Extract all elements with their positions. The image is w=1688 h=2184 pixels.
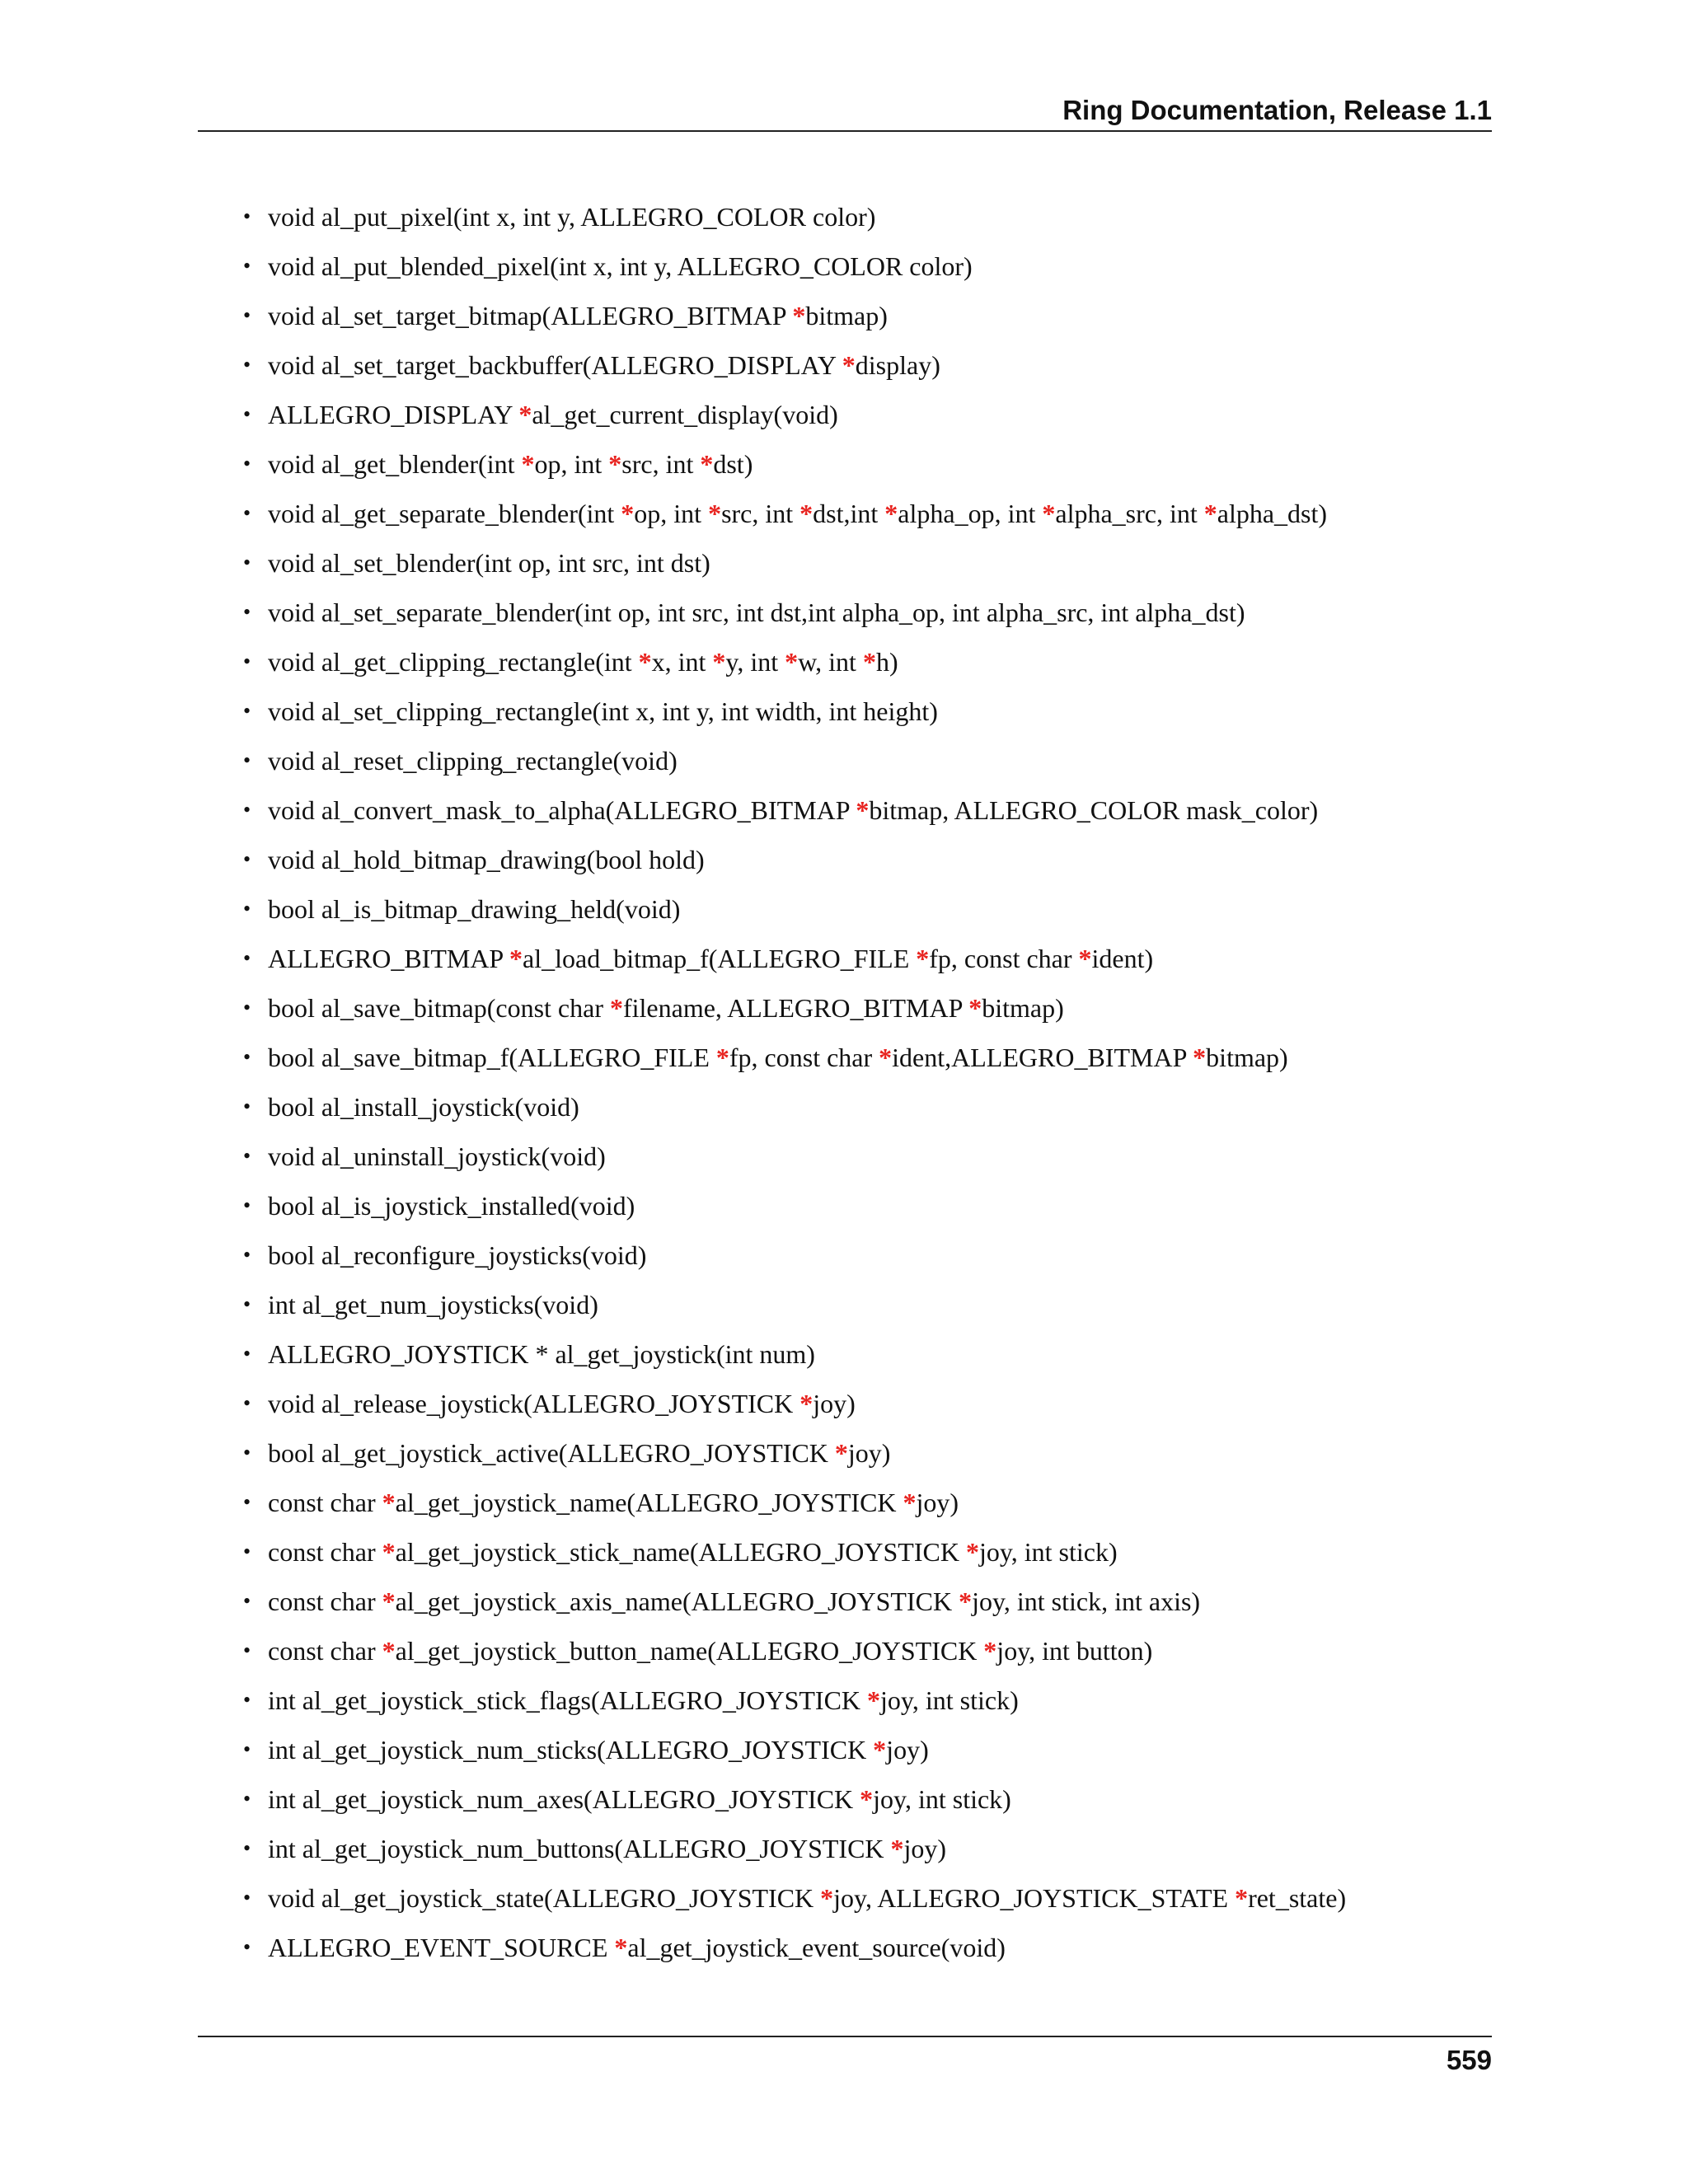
function-signature: void al_get_separate_blender(int *op, int *src, int *dst,int *alpha_op, int *alpha_src, int *alpha_dst) — [268, 499, 1328, 528]
list-item — [243, 247, 1496, 297]
list-item — [243, 396, 1496, 445]
function-signature: void al_put_blended_pixel(int x, int y, ALLEGRO_COLOR color) — [268, 251, 973, 281]
bullet-icon: • — [243, 1688, 251, 1712]
list-item — [243, 494, 1496, 544]
function-signature: void al_convert_mask_to_alpha(ALLEGRO_BITMAP *bitmap, ALLEGRO_COLOR mask_color) — [268, 795, 1319, 825]
list-item — [243, 1385, 1496, 1434]
function-signature: const char *al_get_joystick_button_name(ALLEGRO_JOYSTICK *joy, int button) — [268, 1636, 1153, 1666]
function-signature: bool al_install_joystick(void) — [268, 1092, 579, 1122]
function-signature: const char *al_get_joystick_name(ALLEGRO_JOYSTICK *joy) — [268, 1488, 959, 1517]
list-item — [243, 940, 1496, 989]
bullet-icon: • — [243, 1342, 251, 1366]
list-item — [243, 297, 1496, 346]
list-item — [243, 1681, 1496, 1731]
bullet-icon: • — [243, 1292, 251, 1316]
bullet-icon: • — [243, 1045, 251, 1069]
bullet-icon: • — [243, 798, 251, 822]
bullet-icon: • — [243, 402, 251, 426]
bullet-icon: • — [243, 1193, 251, 1217]
function-signature: void al_get_blender(int *op, int *src, int *dst) — [268, 449, 753, 479]
bullet-icon: • — [243, 501, 251, 525]
bullet-icon: • — [243, 1935, 251, 1959]
function-signature: bool al_save_bitmap_f(ALLEGRO_FILE *fp, const char *ident,ALLEGRO_BITMAP *bitmap) — [268, 1043, 1288, 1072]
list-item — [243, 1929, 1496, 1978]
bullet-icon: • — [243, 1540, 251, 1563]
bullet-icon: • — [243, 847, 251, 871]
bullet-icon: • — [243, 1094, 251, 1118]
function-signature: void al_release_joystick(ALLEGRO_JOYSTICK *joy) — [268, 1389, 856, 1418]
list-item — [243, 890, 1496, 940]
bullet-icon: • — [243, 1886, 251, 1910]
function-signature: ALLEGRO_BITMAP *al_load_bitmap_f(ALLEGRO_FILE *fp, const char *ident) — [268, 944, 1154, 973]
list-item — [243, 346, 1496, 396]
bullet-icon: • — [243, 303, 251, 327]
function-signature: ALLEGRO_JOYSTICK * al_get_joystick(int num) — [268, 1339, 815, 1369]
function-signature: void al_put_pixel(int x, int y, ALLEGRO_COLOR color) — [268, 202, 876, 232]
function-signature: void al_hold_bitmap_drawing(bool hold) — [268, 845, 705, 874]
function-signature: int al_get_num_joysticks(void) — [268, 1290, 598, 1319]
function-list — [243, 198, 1496, 1978]
list-item — [243, 1236, 1496, 1286]
bullet-icon: • — [243, 1787, 251, 1811]
function-signature: ALLEGRO_DISPLAY *al_get_current_display(void) — [268, 400, 838, 429]
list-item — [243, 1187, 1496, 1236]
footer-rule — [198, 2036, 1492, 2037]
list-item — [243, 1582, 1496, 1632]
bullet-icon: • — [243, 452, 251, 476]
list-item — [243, 1780, 1496, 1830]
header-rule — [198, 130, 1492, 132]
function-signature: int al_get_joystick_num_axes(ALLEGRO_JOYSTICK *joy, int stick) — [268, 1784, 1011, 1814]
bullet-icon: • — [243, 699, 251, 723]
function-signature: bool al_get_joystick_active(ALLEGRO_JOYSTICK *joy) — [268, 1438, 891, 1468]
list-item — [243, 445, 1496, 494]
function-signature: bool al_save_bitmap(const char *filename, ALLEGRO_BITMAP *bitmap) — [268, 993, 1064, 1023]
bullet-icon: • — [243, 600, 251, 624]
function-signature: void al_set_target_bitmap(ALLEGRO_BITMAP *bitmap) — [268, 301, 888, 330]
list-item — [243, 841, 1496, 890]
function-signature: void al_set_separate_blender(int op, int src, int dst,int alpha_op, int alpha_src, int alpha_dst) — [268, 598, 1245, 627]
list-item — [243, 1088, 1496, 1137]
function-signature: void al_set_clipping_rectangle(int x, int y, int width, int height) — [268, 696, 938, 726]
bullet-icon: • — [243, 1638, 251, 1662]
function-signature: void al_uninstall_joystick(void) — [268, 1141, 606, 1171]
bullet-icon: • — [243, 996, 251, 1019]
function-signature: bool al_is_bitmap_drawing_held(void) — [268, 894, 681, 924]
function-signature: void al_set_blender(int op, int src, int dst) — [268, 548, 710, 578]
list-item — [243, 989, 1496, 1038]
list-item — [243, 692, 1496, 742]
bullet-icon: • — [243, 946, 251, 970]
list-item — [243, 198, 1496, 247]
bullet-icon: • — [243, 1737, 251, 1761]
bullet-icon: • — [243, 353, 251, 377]
function-signature: int al_get_joystick_num_buttons(ALLEGRO_JOYSTICK *joy) — [268, 1834, 947, 1863]
list-item — [243, 1632, 1496, 1681]
page-header-title: Ring Documentation, Release 1.1 — [1062, 95, 1492, 125]
function-signature: const char *al_get_joystick_axis_name(ALLEGRO_JOYSTICK *joy, int stick, int axis) — [268, 1586, 1201, 1616]
function-signature: const char *al_get_joystick_stick_name(ALLEGRO_JOYSTICK *joy, int stick) — [268, 1537, 1118, 1567]
function-signature: ALLEGRO_EVENT_SOURCE *al_get_joystick_event_source(void) — [268, 1933, 1006, 1962]
function-signature: bool al_reconfigure_joysticks(void) — [268, 1240, 647, 1270]
page-number: 559 — [1446, 2045, 1492, 2075]
list-item — [243, 1830, 1496, 1879]
function-signature: bool al_is_joystick_installed(void) — [268, 1191, 635, 1221]
function-signature: void al_get_joystick_state(ALLEGRO_JOYSTICK *joy, ALLEGRO_JOYSTICK_STATE *ret_state) — [268, 1883, 1347, 1913]
bullet-icon: • — [243, 748, 251, 772]
list-item — [243, 1434, 1496, 1483]
list-item — [243, 1286, 1496, 1335]
bullet-icon: • — [243, 1441, 251, 1465]
bullet-icon: • — [243, 1589, 251, 1613]
bullet-icon: • — [243, 204, 251, 228]
bullet-icon: • — [243, 1243, 251, 1267]
list-item — [243, 643, 1496, 692]
list-item — [243, 1533, 1496, 1582]
list-item — [243, 593, 1496, 643]
list-item — [243, 544, 1496, 593]
bullet-icon: • — [243, 649, 251, 673]
list-item — [243, 791, 1496, 841]
list-item — [243, 1731, 1496, 1780]
bullet-icon: • — [243, 1490, 251, 1514]
function-signature: int al_get_joystick_stick_flags(ALLEGRO_JOYSTICK *joy, int stick) — [268, 1685, 1019, 1715]
list-item — [243, 742, 1496, 791]
list-item — [243, 1137, 1496, 1187]
bullet-icon: • — [243, 1391, 251, 1415]
bullet-icon: • — [243, 254, 251, 278]
function-signature: void al_get_clipping_rectangle(int *x, int *y, int *w, int *h) — [268, 647, 898, 677]
function-signature: void al_reset_clipping_rectangle(void) — [268, 746, 678, 776]
bullet-icon: • — [243, 1836, 251, 1860]
function-signature: int al_get_joystick_num_sticks(ALLEGRO_JOYSTICK *joy) — [268, 1735, 929, 1765]
bullet-icon: • — [243, 897, 251, 921]
list-item — [243, 1879, 1496, 1929]
list-item — [243, 1038, 1496, 1088]
list-item — [243, 1483, 1496, 1533]
bullet-icon: • — [243, 1144, 251, 1168]
list-item — [243, 1335, 1496, 1385]
function-signature: void al_set_target_backbuffer(ALLEGRO_DISPLAY *display) — [268, 350, 940, 380]
bullet-icon: • — [243, 551, 251, 574]
